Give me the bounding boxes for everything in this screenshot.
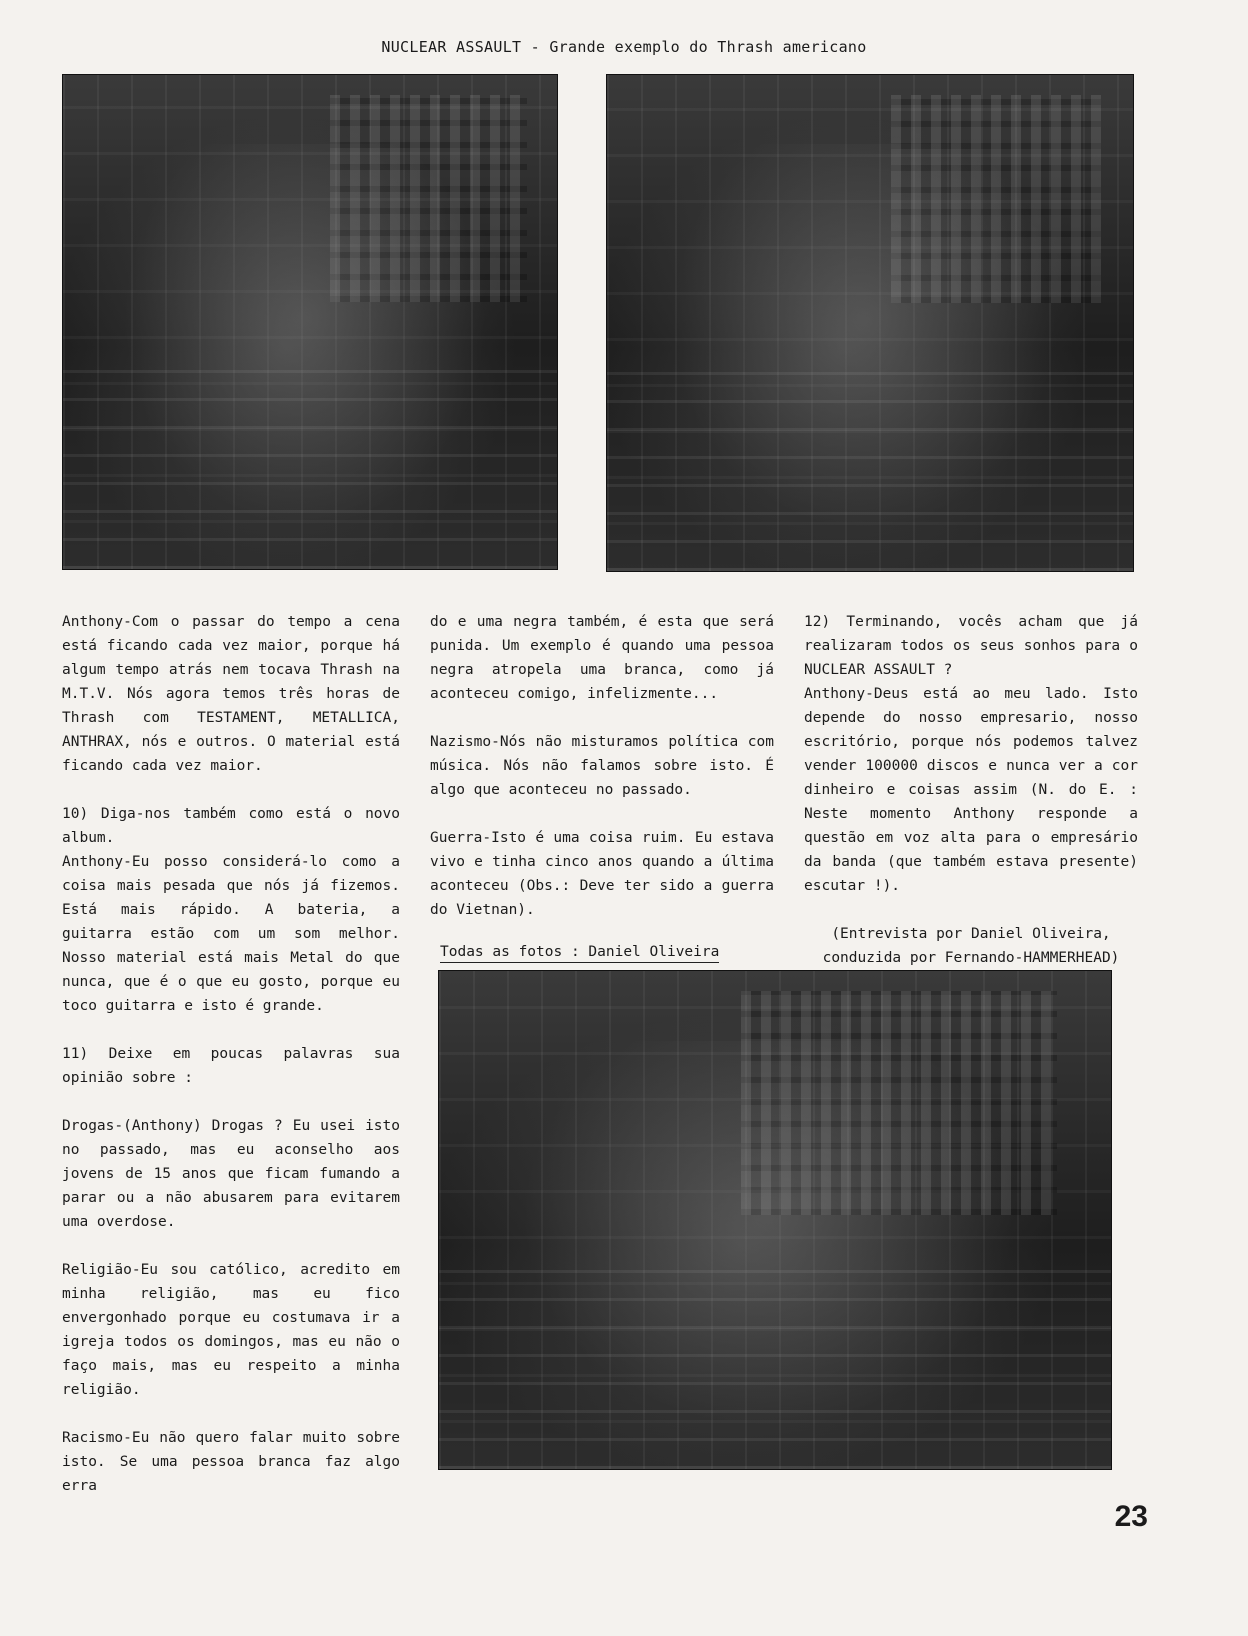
page-number: 23 [1114,1500,1148,1533]
paragraph: Anthony-Com o passar do tempo a cena está ficando cada vez maior, porque há algum tempo atrás nem tocava Thrash na M.T.V. Nós agora temos três horas de Thrash com TESTAMENT, METALLICA, ANTHRAX, nós e outros. O material está ficando cada vez maior. [62,614,400,774]
paragraph: Drogas-(Anthony) Drogas ? Eu usei isto no passado, mas eu aconselho aos jovens de 15 anos que ficam fumando a parar ou a não abusarem para evitarem uma overdose. [62,1118,400,1230]
article-column-3 [804,610,1138,994]
paragraph: Guerra-Isto é uma coisa ruim. Eu estava vivo e tinha cinco anos quando a última aconteceu (Obs.: Deve ter sido a guerra do Vietnan). [430,830,774,918]
interview-credit: (Entrevista por Daniel Oliveira, conduzida por Fernando-HAMMERHEAD) [822,926,1120,966]
paragraph: Nazismo-Nós não misturamos política com música. Nós não falamos sobre isto. É algo que aconteceu no passado. [430,734,774,798]
band-photo-1 [62,74,558,570]
band-members [670,144,1059,531]
page-header: NUCLEAR ASSAULT - Grande exemplo do Thrash americano [381,38,867,56]
group-members [520,1041,1017,1429]
band-photo-2 [606,74,1134,572]
paragraph: 12) Terminando, vocês acham que já realizaram todos os seus sonhos para o NUCLEAR ASSAULT ? Anthony-Deus está ao meu lado. Isto depende do nosso empresario, nosso escritório, porque nós podemos talvez vender 100000 discos e nunca ver a cor dinheiro e coisas assim (N. do E. : Neste momento Anthony responde a questão em voz alta para o empresário da banda (que também estava presente) escutar !). [804,614,1138,894]
paragraph: 10) Diga-nos também como está o novo album. Anthony-Eu posso considerá-lo como a coisa mais pesada que nós já fizemos. Está mais rápido. A bateria, a guitarra estão com um som melhor. Nosso material está mais Metal do que nunca, que é o que eu gosto, porque eu toco guitarra e isto é grande. [62,806,400,1014]
group-photo [438,970,1112,1470]
band-members [122,144,488,529]
paragraph: 11) Deixe em poucas palavras sua opinião sobre : [62,1046,400,1086]
paragraph: Racismo-Eu não quero falar muito sobre isto. Se uma pessoa branca faz algo erra [62,1430,400,1494]
article-column-1 [62,610,400,1522]
photo-credit: Todas as fotos : Daniel Oliveira [440,944,719,963]
paragraph: do e uma negra também, é esta que será punida. Um exemplo é quando uma pessoa negra atropela uma branca, como já aconteceu comigo, infelizmente... [430,614,774,702]
paragraph: Religião-Eu sou católico, acredito em minha religião, mas eu fico envergonhado porque eu costumava ir a igreja todos os domingos, mas eu não o faço mais, mas eu respeito a minha religião. [62,1262,400,1398]
article-column-2 [430,610,774,946]
